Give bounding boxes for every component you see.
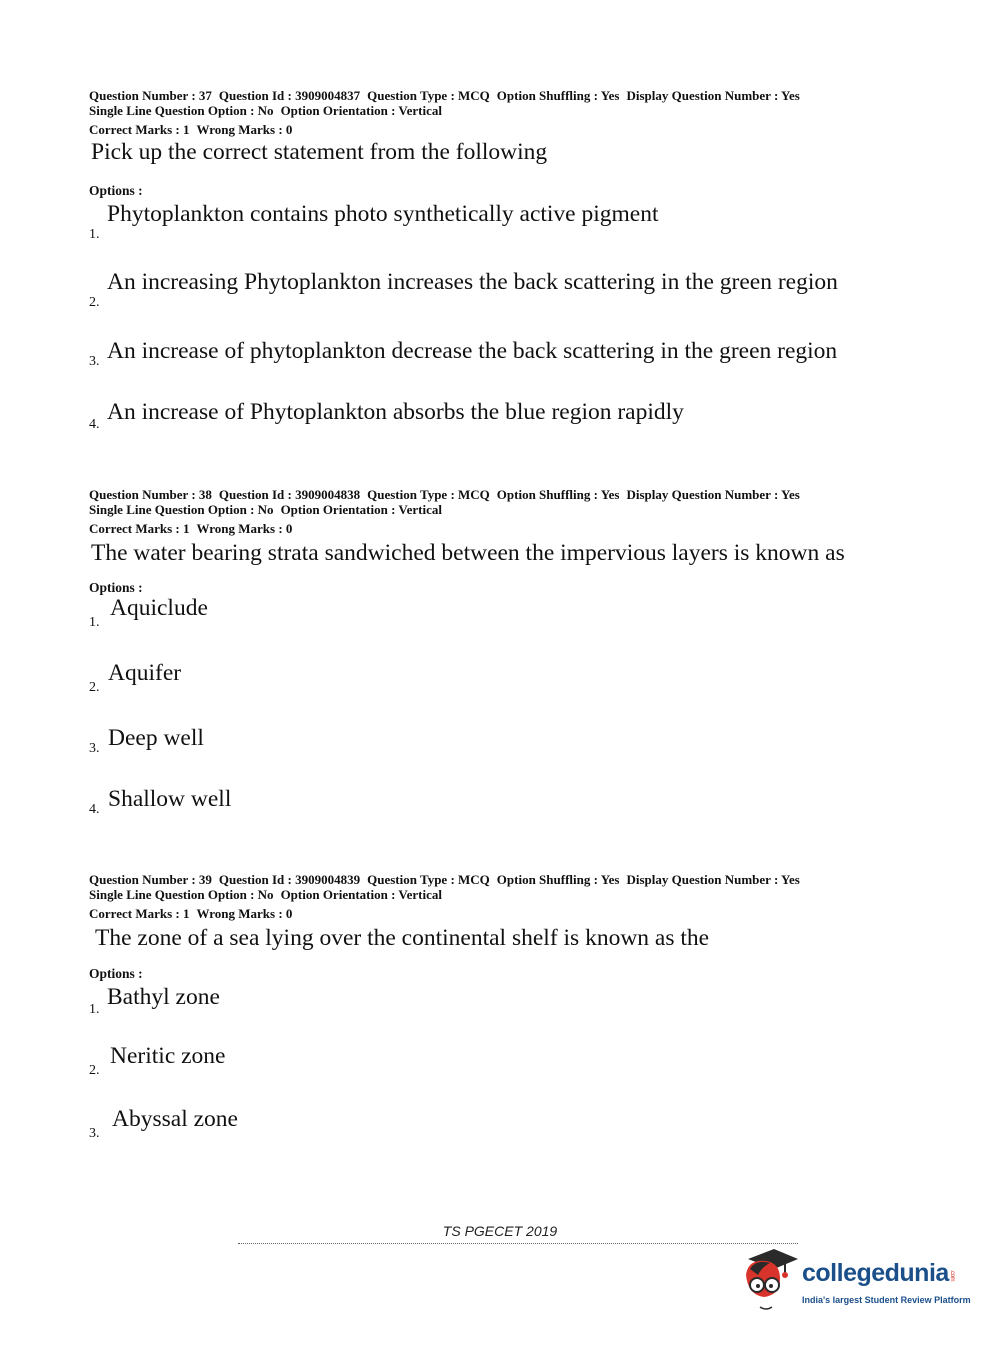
marks-line: Correct Marks : 1 Wrong Marks : 0 (89, 122, 293, 137)
question-39 (89, 872, 919, 1141)
option-text: An increase of Phytoplankton absorbs the blue region rapidly (107, 399, 684, 425)
option-1[interactable] (89, 595, 889, 635)
option-2[interactable] (89, 1043, 889, 1083)
question-meta (89, 488, 919, 537)
option-number: 2. (89, 1063, 100, 1078)
options-label: Options : (89, 580, 143, 595)
option-text: Neritic zone (110, 1043, 226, 1069)
option-text: Bathyl zone (107, 984, 220, 1010)
footer-exam-title: TS PGECET 2019 (442, 1223, 558, 1239)
footer-divider (238, 1243, 798, 1246)
option-text: Shallow well (108, 786, 232, 812)
question-meta (89, 89, 919, 138)
marks-line: Correct Marks : 1 Wrong Marks : 0 (89, 906, 293, 921)
options-label: Options : (89, 183, 143, 198)
question-meta (89, 873, 919, 922)
option-1[interactable] (89, 984, 889, 1024)
option-2[interactable] (89, 660, 889, 700)
option-number: 3. (89, 741, 100, 756)
question-stem: The water bearing strata sandwiched between the impervious layers is known as (91, 540, 845, 566)
question-37 (89, 88, 919, 432)
option-text: Deep well (108, 725, 204, 751)
option-text: Aquiclude (110, 595, 208, 621)
question-stem: The zone of a sea lying over the continental shelf is known as the (95, 925, 710, 951)
question-stem: Pick up the correct statement from the following (91, 139, 548, 165)
option-number: 1. (89, 1002, 100, 1017)
option-4[interactable] (89, 399, 889, 439)
marks-line: Correct Marks : 1 Wrong Marks : 0 (89, 521, 293, 536)
meta-line-1: Question Number : 39 Question Id : 3909004839 Question Type : MCQ Option Shuffling : Yes Display Question Number : Yes (89, 872, 800, 887)
collegedunia-logo (740, 1245, 970, 1315)
meta-line-2: Single Line Question Option : No Option Orientation : Vertical (89, 886, 442, 902)
option-2[interactable] (89, 269, 889, 309)
option-number: 2. (89, 680, 100, 695)
mascot-icon (740, 1245, 800, 1315)
option-text: Aquifer (108, 660, 182, 686)
meta-line-2: Single Line Question Option : No Option Orientation : Vertical (89, 501, 442, 517)
option-number: 1. (89, 227, 100, 242)
brand-tagline: India's largest Student Review Platform (802, 1295, 971, 1305)
meta-line-1: Question Number : 37 Question Id : 3909004837 Question Type : MCQ Option Shuffling : Yes Display Question Number : Yes (89, 88, 800, 103)
option-text: An increasing Phytoplankton increases the back scattering in the green region (107, 269, 838, 295)
option-number: 3. (89, 354, 100, 369)
meta-line-2: Single Line Question Option : No Option Orientation : Vertical (89, 102, 442, 118)
option-text: An increase of phytoplankton decrease the back scattering in the green region (107, 338, 838, 364)
option-number: 4. (89, 802, 100, 817)
option-1[interactable] (89, 201, 889, 241)
option-number: 1. (89, 615, 100, 630)
question-38 (89, 487, 919, 817)
option-4[interactable] (89, 786, 889, 826)
brand-name: collegedunia.com (802, 1259, 955, 1287)
brand-suffix: .com (948, 1269, 955, 1281)
options-label: Options : (89, 966, 143, 981)
option-text: Phytoplankton contains photo synthetically active pigment (107, 201, 659, 227)
option-text: Abyssal zone (112, 1106, 238, 1132)
meta-line-1: Question Number : 38 Question Id : 3909004838 Question Type : MCQ Option Shuffling : Yes Display Question Number : Yes (89, 487, 800, 502)
option-3[interactable] (89, 725, 889, 765)
option-number: 2. (89, 295, 100, 310)
option-3[interactable] (89, 338, 889, 378)
option-number: 4. (89, 417, 100, 432)
option-number: 3. (89, 1126, 100, 1141)
option-3[interactable] (89, 1106, 889, 1146)
